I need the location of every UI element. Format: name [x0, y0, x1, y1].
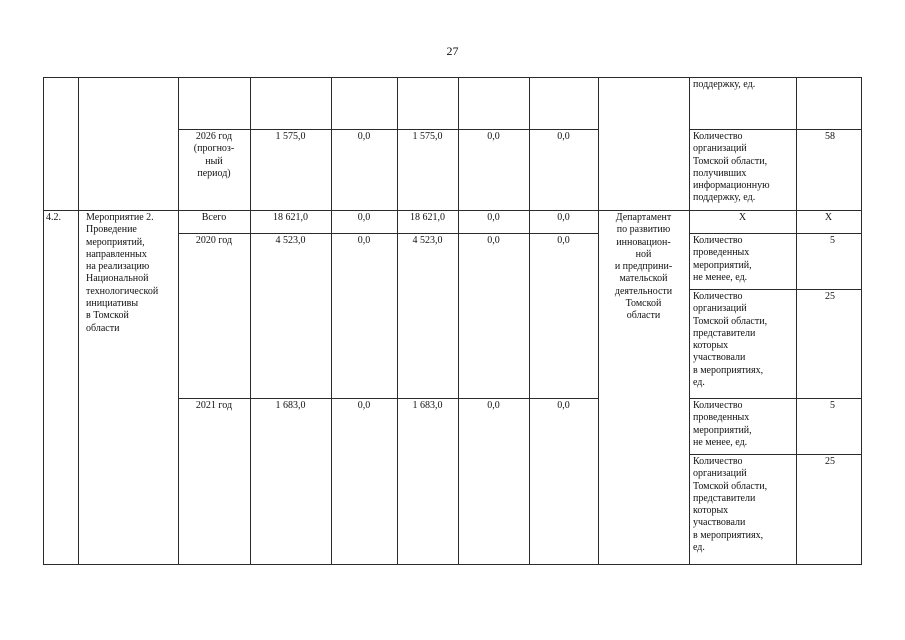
- indicator-2021-orgs: Количество организаций Томской области, представители которых участвовали в мероприятиях, ед.: [693, 456, 768, 554]
- col2-2021: 0,0: [357, 400, 371, 411]
- item-name: Мероприятие 2. Проведение мероприятий, направленных на реализацию Национальной технологической инициативы в Томской области: [86, 212, 159, 334]
- indicator-2026: Количество организаций Томской области, получивших информационную поддержку, ед.: [693, 131, 770, 204]
- col4-2026: 0,0: [487, 131, 500, 142]
- indicator-2020-events: Количество проведенных мероприятий, не менее, ед.: [693, 235, 752, 283]
- col4-2020: 0,0: [487, 235, 500, 246]
- item-number: 4.2.: [46, 212, 61, 223]
- col4-total: 0,0: [487, 212, 500, 223]
- value-2020-events: 5: [830, 235, 835, 246]
- page-number: 27: [446, 44, 459, 58]
- col2-2020: 0,0: [357, 235, 371, 246]
- value-2020-orgs: 25: [825, 291, 835, 302]
- total-2020: 4 523,0: [275, 235, 306, 246]
- value-2021-orgs: 25: [825, 456, 835, 467]
- col5-total: 0,0: [557, 212, 570, 223]
- col2-total: 0,0: [357, 212, 371, 223]
- indicator-2020-orgs: Количество организаций Томской области, представители которых участвовали в мероприятиях, ед.: [693, 291, 768, 389]
- indicator-total: Х: [738, 212, 747, 223]
- period-total: Всего: [201, 212, 227, 223]
- col5-2021: 0,0: [557, 400, 570, 411]
- period-2020: 2020 год: [195, 235, 233, 246]
- value-2026: 58: [825, 131, 835, 142]
- period-2021: 2021 год: [195, 400, 233, 411]
- indicator-2021-events: Количество проведенных мероприятий, не менее, ед.: [693, 400, 752, 448]
- col3-total: 18 621,0: [410, 212, 445, 223]
- total-2026: 1 575,0: [275, 131, 306, 142]
- continuation-indicator: поддержку, ед.: [693, 79, 756, 90]
- col4-2021: 0,0: [487, 400, 500, 411]
- col3-2026: 1 575,0: [412, 131, 443, 142]
- total-total: 18 621,0: [273, 212, 308, 223]
- value-total: Х: [824, 212, 833, 223]
- total-2021: 1 683,0: [275, 400, 306, 411]
- col2-2026: 0,0: [357, 131, 371, 142]
- col3-2020: 4 523,0: [412, 235, 443, 246]
- value-2021-events: 5: [830, 400, 835, 411]
- col5-2026: 0,0: [557, 131, 570, 142]
- col3-2021: 1 683,0: [412, 400, 443, 411]
- executor: Департамент по развитию инновацион- ной и предприни- мательской деятельности Томской области: [614, 212, 673, 322]
- col5-2020: 0,0: [557, 235, 570, 246]
- period-2026: 2026 год (прогноз- ный период): [193, 131, 235, 179]
